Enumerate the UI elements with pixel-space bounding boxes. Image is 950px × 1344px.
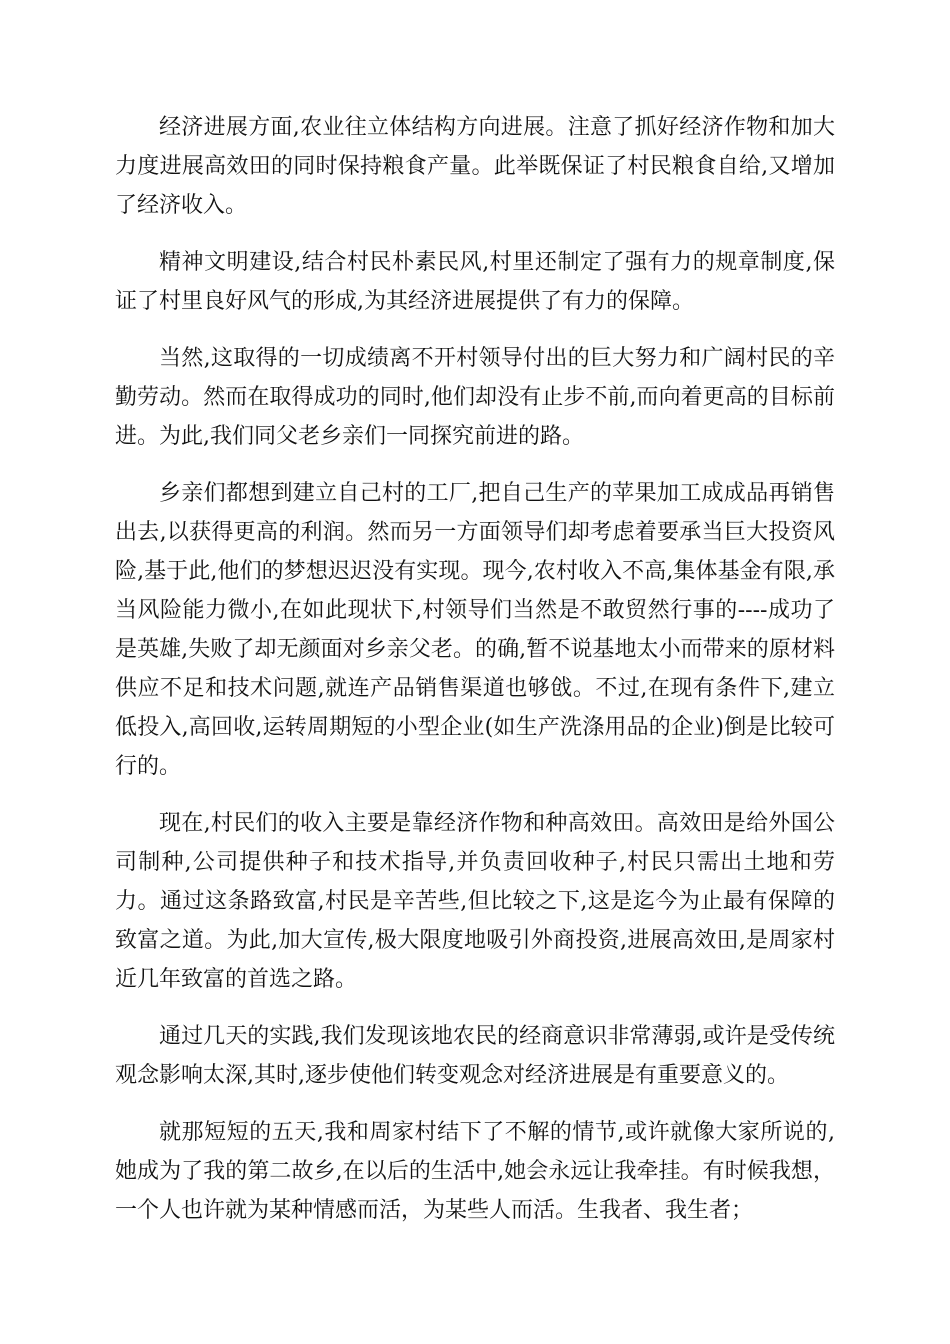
paragraph-factory-plan: 乡亲们都想到建立自己村的工厂,把自己生产的苹果加工成成品再销售出去,以获得更高的利润。然而另一方面领导们却考虑着要承当巨大投资风险,基于此,他们的梦想迟迟没有实现。现今,农村收入不高,集体基金有限,承当风险能力微小,在如此现状下,村领导们当然是不敢贸然行事的----成功了是英雄,失败了却无颜面对乡亲父老。的确,暂不说基地太小而带来的原材料供应不足和技术问题,就连产品销售渠道也够戗。不过,在现有条件下,建立低投入,高回收,运转周期短的小型企业(如生产洗涤用品的企业)倒是比较可行的。: [115, 481, 835, 779]
paragraph-achievements: 当然,这取得的一切成绩离不开村领导付出的巨大努力和广阔村民的辛勤劳动。然而在取得成功的同时,他们却没有止步不前,而向着更高的目标前进。为此,我们同父老乡亲们一同探究前进的路。: [115, 346, 835, 449]
paragraph-economy: 经济进展方面,农业往立体结构方向进展。注意了抓好经济作物和加大力度进展高效田的同时保持粮食产量。此举既保证了村民粮食自给,又增加了经济收入。: [115, 115, 835, 218]
document-page: [115, 108, 835, 1230]
paragraph-practice-findings: 通过几天的实践,我们发现该地农民的经商意识非常薄弱,或许是受传统观念影响太深,其时,逐步使他们转变观念对经济进展是有重要意义的。: [115, 1024, 835, 1088]
paragraph-civilization: 精神文明建设,结合村民朴素民风,村里还制定了强有力的规章制度,保证了村里良好风气的形成,为其经济进展提供了有力的保障。: [115, 250, 835, 314]
paragraph-reflection: 就那短短的五天,我和周家村结下了不解的情节,或许就像大家所说的,她成为了我的第二故乡,在以后的生活中,她会永远让我牵挂。有时候我想，一个人也许就为某种情感而活，为某些人而活。生我者、我生者；: [115, 1120, 835, 1223]
paragraph-income: 现在,村民们的收入主要是靠经济作物和种高效田。高效田是给外国公司制种,公司提供种子和技术指导,并负责回收种子,村民只需出土地和劳力。通过这条路致富,村民是辛苦些,但比较之下,这是迄今为止最有保障的致富之道。为此,加大宣传,极大限度地吸引外商投资,进展高效田,是周家村近几年致富的首选之路。: [115, 811, 835, 992]
